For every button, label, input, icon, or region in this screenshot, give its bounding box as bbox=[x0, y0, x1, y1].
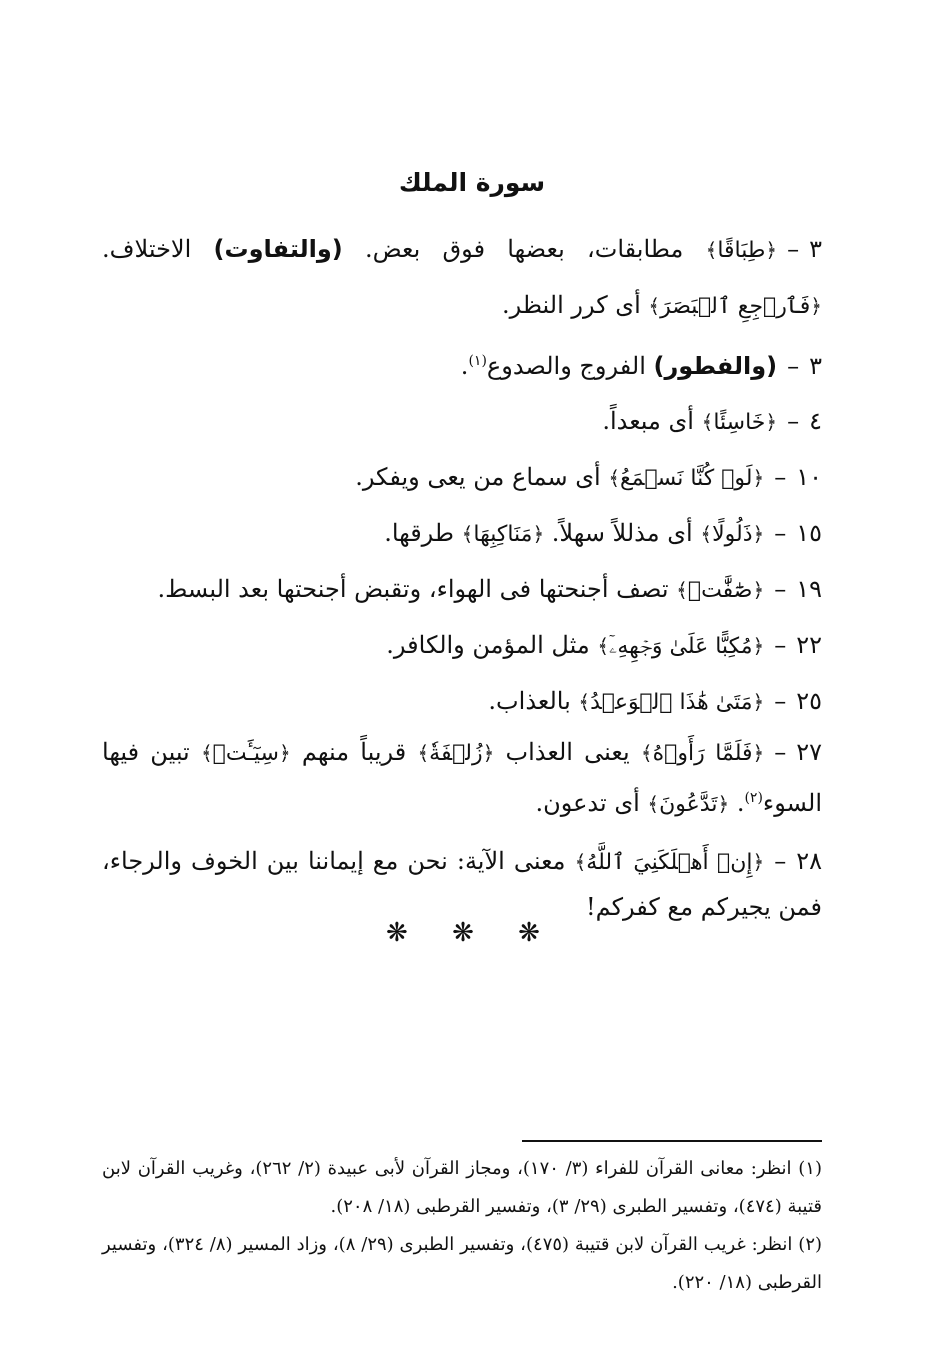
verse-number: ١٩ bbox=[796, 575, 822, 603]
quran-quote: ﴿ذَلُولًا﴾ bbox=[700, 522, 765, 547]
glossary-entry bbox=[102, 334, 822, 394]
quran-quote: ﴿صَٰٓفَّٰتٖ﴾ bbox=[676, 578, 765, 603]
explanation-text: . bbox=[729, 789, 745, 817]
explanation-text: بالعذاب. bbox=[488, 687, 579, 715]
glossary-entry bbox=[102, 394, 822, 450]
quran-quote: ﴿فَٱرۡجِعِ ٱلۡبَصَرَ﴾ bbox=[648, 294, 822, 319]
quran-quote: ﴿سِيٓـَٔتۡ﴾ bbox=[200, 741, 291, 766]
quran-quote: ﴿تَدَّعُونَ﴾ bbox=[647, 792, 730, 817]
quran-quote: ﴿طِبَاقًا﴾ bbox=[705, 238, 778, 263]
quran-quote: ﴿مَتَىٰ هَٰذَا ٱلۡوَعۡدُ﴾ bbox=[578, 690, 765, 715]
explanation-text: الفروج والصدوع bbox=[486, 352, 654, 380]
quran-quote: ﴿مَنَاكِبِهَا﴾ bbox=[461, 522, 545, 547]
quran-text: ذَلُولًا bbox=[712, 522, 753, 547]
quran-text: مُكِبًّا عَلَىٰ وَجۡهِهِۦٓ bbox=[609, 634, 753, 659]
dash: – bbox=[774, 631, 787, 659]
verse-number: ٣ bbox=[809, 352, 822, 380]
quran-text: إِنۡ أَهۡلَكَنِيَ ٱللَّهُ bbox=[586, 850, 753, 875]
glossary-entry bbox=[102, 222, 822, 334]
footnote-ref[interactable]: (١) bbox=[468, 353, 487, 369]
explanation-text: أى سماع من يعى ويفكر. bbox=[355, 463, 609, 491]
explanation-text: أى تدعون. bbox=[535, 789, 648, 817]
verse-number: ٢٧ bbox=[796, 738, 822, 766]
glossary-entries bbox=[102, 222, 822, 941]
quran-text: سِيٓـَٔتۡ bbox=[212, 741, 279, 766]
explanation-text: يعنى العذاب bbox=[494, 738, 641, 766]
dash: – bbox=[774, 738, 787, 766]
quran-text: تَدَّعُونَ bbox=[659, 792, 718, 817]
explanation-text: قريباً منهم bbox=[290, 738, 418, 766]
quran-quote: ﴿مُكِبًّا عَلَىٰ وَجۡهِهِۦٓ﴾ bbox=[597, 634, 765, 659]
quran-text: خَاسِئًا bbox=[713, 410, 766, 435]
explanation-text: أى مذللاً سهلاً. bbox=[544, 519, 701, 547]
explanation-text: أى مبعداً. bbox=[602, 407, 702, 435]
quran-quote: ﴿فَلَمَّا رَأَوۡهُ﴾ bbox=[640, 741, 765, 766]
footnote-ref[interactable]: (٢) bbox=[744, 790, 763, 806]
footnotes bbox=[102, 1150, 822, 1302]
glossary-entry bbox=[102, 730, 822, 827]
explanation-text: مثل المؤمن والكافر. bbox=[386, 631, 598, 659]
dash: – bbox=[774, 847, 787, 875]
explanation-text: مطابقات، بعضها فوق بعض. bbox=[342, 235, 706, 263]
verse-number: ١٥ bbox=[796, 519, 822, 547]
quran-text: زُلۡفَةٗ bbox=[429, 741, 483, 766]
glossary-entry bbox=[102, 839, 822, 929]
verse-number: ٣ bbox=[809, 235, 823, 263]
quran-text: فَٱرۡجِعِ ٱلۡبَصَرَ bbox=[660, 294, 811, 319]
surah-title: سورة الملك bbox=[398, 168, 546, 197]
glossary-entry bbox=[102, 674, 822, 730]
verse-number: ٢٢ bbox=[796, 631, 822, 659]
quran-text: طِبَاقًا bbox=[717, 238, 766, 263]
section-separator: ❋ ❋ ❋ bbox=[386, 918, 558, 948]
explanation-text: . bbox=[460, 352, 469, 380]
verse-number: ٤ bbox=[809, 407, 822, 435]
footnote-rule bbox=[522, 1140, 822, 1142]
quran-quote: ﴿لَوۡ كُنَّا نَسۡمَعُ﴾ bbox=[608, 466, 765, 491]
footnote: (٢) انظر: غريب القرآن لابن قتيبة (٤٧٥)، وتفسير الطبرى (٢٩/ ٨)، وزاد المسير (٨/ ٣٢٤)، وتفسير القرطبى (١٨/ ٢٢٠). bbox=[102, 1234, 823, 1293]
dash: – bbox=[787, 352, 800, 380]
glossary-entry bbox=[102, 618, 822, 674]
dash: – bbox=[787, 407, 800, 435]
explanation-text: طرقها. bbox=[384, 519, 462, 547]
explanation-text: تصف أجنحتها فى الهواء، وتقبض أجنحتها بعد البسط. bbox=[157, 575, 677, 603]
term: (والفطور) bbox=[653, 352, 778, 380]
glossary-entry bbox=[102, 562, 822, 618]
dash: – bbox=[774, 575, 787, 603]
quran-text: مَتَىٰ هَٰذَا ٱلۡوَعۡدُ bbox=[590, 690, 753, 715]
verse-number: ١٠ bbox=[796, 463, 822, 491]
explanation-text: أى كرر النظر. bbox=[501, 291, 649, 319]
quran-text: فَلَمَّا رَأَوۡهُ bbox=[652, 741, 753, 766]
footnote: (١) انظر: معانى القرآن للفراء (٣/ ١٧٠)، ومجاز القرآن لأبى عبيدة (٢/ ٢٦٢)، وغريب القرآن لابن قتيبة (٤٧٤)، وتفسير الطبرى (٢٩/ ٣)، وتفسير القرطبى (١٨/ ٢٠٨). bbox=[102, 1158, 822, 1217]
dash: – bbox=[774, 687, 787, 715]
term: (والتفاوت) bbox=[213, 235, 343, 263]
quran-text: مَنَاكِبِهَا bbox=[473, 522, 533, 547]
quran-quote: ﴿إِنۡ أَهۡلَكَنِيَ ٱللَّهُ﴾ bbox=[574, 850, 765, 875]
quran-text: صَٰٓفَّٰتٖ bbox=[687, 578, 753, 603]
verse-number: ٢٨ bbox=[796, 847, 823, 875]
dash: – bbox=[787, 235, 800, 263]
dash: – bbox=[774, 519, 787, 547]
glossary-entry bbox=[102, 450, 822, 506]
quran-quote: ﴿زُلۡفَةٗ﴾ bbox=[417, 741, 495, 766]
explanation-text: معنى الآية: نحن مع إيماننا بين الخوف والرجاء، فمن يجيركم مع كفركم! bbox=[102, 847, 822, 921]
quran-quote: ﴿خَاسِئًا﴾ bbox=[701, 410, 778, 435]
verse-number: ٢٥ bbox=[796, 687, 822, 715]
explanation-text: تبين فيها السوء bbox=[102, 738, 822, 817]
quran-text: لَوۡ كُنَّا نَسۡمَعُ bbox=[620, 466, 753, 491]
dash: – bbox=[774, 463, 787, 491]
glossary-entry bbox=[102, 506, 822, 562]
explanation-text: الاختلاف. bbox=[102, 235, 214, 263]
